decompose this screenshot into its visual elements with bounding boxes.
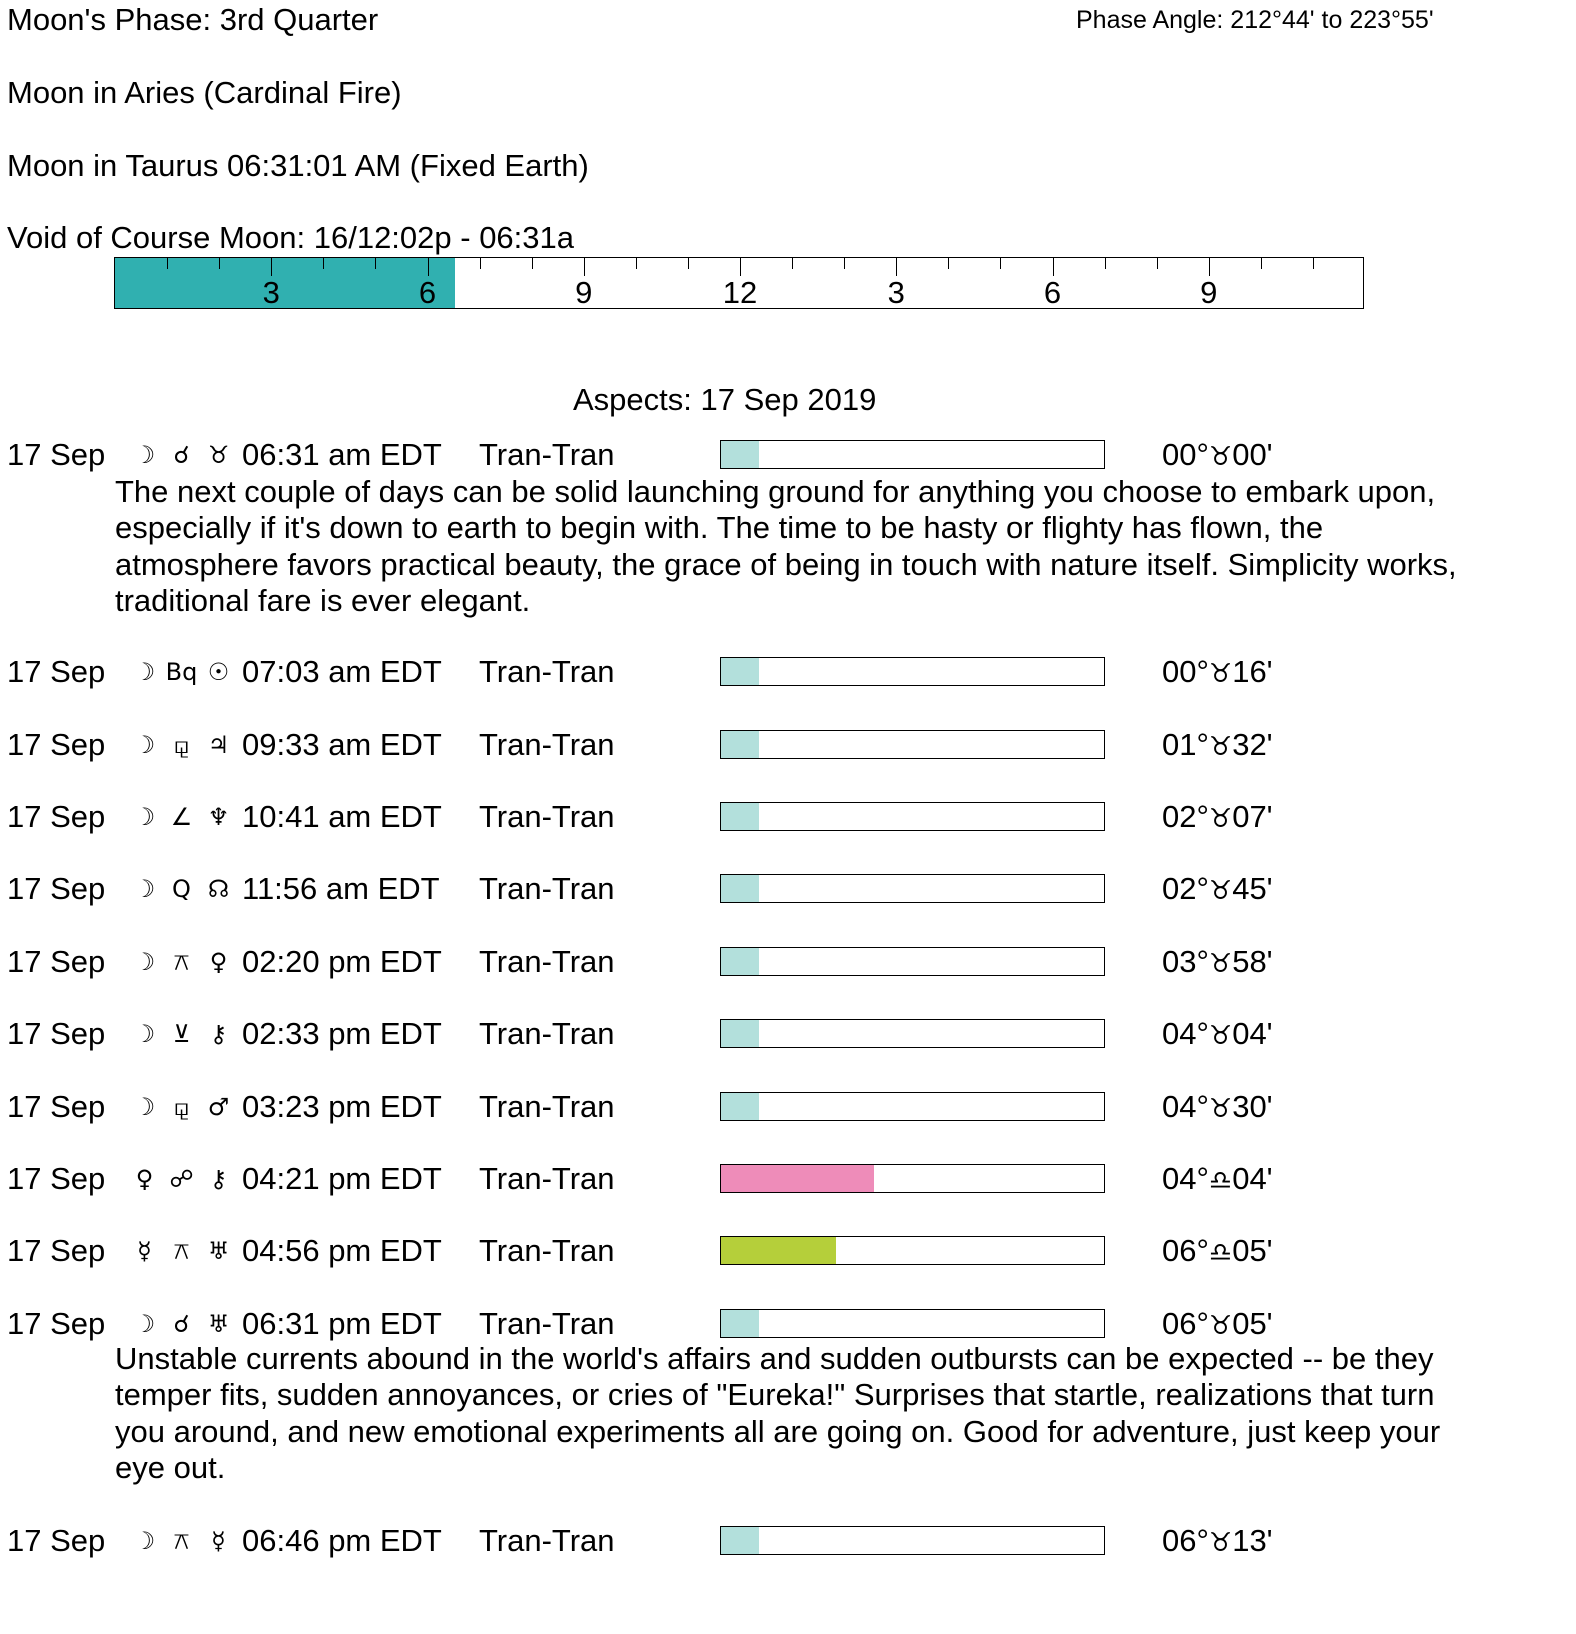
aspect-time: 06:46 pm EDT (242, 1523, 442, 1558)
position-minutes: 45' (1232, 871, 1273, 906)
position-degrees: 06° (1162, 1306, 1209, 1341)
aspect-type-icon: Bq (165, 658, 198, 686)
aspect-date: 17 Sep (7, 1016, 106, 1051)
aspect-strength-fill (721, 441, 759, 468)
aspect-strength-bar (720, 1236, 1105, 1265)
position-degrees: 01° (1162, 727, 1209, 762)
aspect-strength-bar (720, 657, 1105, 686)
aspect-position (1162, 944, 1273, 982)
moon-in-sign: Moon in Aries (Cardinal Fire) (7, 75, 402, 110)
aspect-date: 17 Sep (7, 1233, 106, 1268)
aspect-time: 03:23 pm EDT (242, 1089, 442, 1124)
planet-2-icon: ☊ (207, 875, 230, 903)
planet-2-icon: ♃ (207, 731, 230, 759)
zodiac-sign-icon: ♉ (1208, 949, 1233, 979)
aspect-time: 10:41 am EDT (242, 799, 442, 834)
aspect-date: 17 Sep (7, 799, 106, 834)
aspect-type-icon: ☌ (173, 1310, 190, 1338)
aspect-position (1162, 1523, 1273, 1561)
aspect-strength-bar (720, 1309, 1105, 1338)
minor-tick (688, 258, 689, 269)
aspect-strength-bar (720, 1019, 1105, 1048)
position-minutes: 58' (1232, 944, 1273, 979)
aspect-position (1162, 437, 1273, 475)
aspect-glyphs (126, 799, 237, 835)
position-degrees: 06° (1162, 1523, 1209, 1558)
aspect-strength-bar (720, 1164, 1105, 1193)
aspects-title: Aspects: 17 Sep 2019 (573, 382, 877, 417)
position-minutes: 04' (1232, 1016, 1273, 1051)
aspect-position (1162, 654, 1273, 692)
aspect-time: 07:03 am EDT (242, 654, 442, 689)
position-minutes: 00' (1232, 437, 1273, 472)
aspect-strength-fill (721, 1165, 874, 1192)
aspect-row (7, 1161, 1507, 1197)
position-degrees: 04° (1162, 1089, 1209, 1124)
aspect-glyphs (126, 1233, 237, 1269)
aspect-glyphs (126, 1523, 237, 1559)
aspect-strength-fill (721, 1093, 759, 1120)
planet-1-icon: ☽ (133, 658, 156, 686)
aspect-type-icon: ⚼ (173, 1093, 190, 1121)
aspect-kind: Tran-Tran (479, 871, 615, 906)
major-tick (271, 258, 272, 276)
aspect-kind: Tran-Tran (479, 1306, 615, 1341)
aspect-strength-fill (721, 1310, 759, 1337)
aspect-glyphs (126, 727, 237, 763)
aspect-glyphs (126, 1016, 237, 1052)
zodiac-sign-icon: ♉ (1208, 1094, 1233, 1124)
planet-2-icon: ☿ (211, 1527, 226, 1555)
aspect-glyphs (126, 437, 237, 473)
aspect-row (7, 871, 1507, 907)
tick-label: 9 (575, 275, 593, 310)
aspect-kind: Tran-Tran (479, 654, 615, 689)
aspect-type-icon: ⚻ (173, 1237, 190, 1265)
major-tick (584, 258, 585, 276)
planet-2-icon: ♆ (207, 803, 230, 831)
aspect-position (1162, 799, 1273, 837)
minor-tick (167, 258, 168, 269)
position-degrees: 06° (1162, 1233, 1209, 1268)
position-minutes: 30' (1232, 1089, 1273, 1124)
zodiac-sign-icon: ♉ (1208, 804, 1233, 834)
planet-1-icon: ☽ (133, 731, 156, 759)
minor-tick (844, 258, 845, 269)
aspect-position (1162, 871, 1273, 909)
aspect-time: 02:33 pm EDT (242, 1016, 442, 1051)
zodiac-sign-icon: ♉ (1208, 1311, 1233, 1341)
aspect-glyphs (126, 654, 237, 690)
aspect-glyphs (126, 1161, 237, 1197)
aspect-position (1162, 1161, 1273, 1199)
aspect-time: 11:56 am EDT (242, 871, 440, 906)
aspect-kind: Tran-Tran (479, 944, 615, 979)
aspect-strength-fill (721, 1020, 759, 1047)
planet-2-icon: ♀ (209, 948, 228, 976)
aspect-strength-fill (721, 803, 759, 830)
planet-1-icon: ♀ (135, 1165, 154, 1193)
minor-tick (1313, 258, 1314, 269)
major-tick (1053, 258, 1054, 276)
void-period-fill (115, 258, 455, 308)
position-degrees: 02° (1162, 871, 1209, 906)
aspect-kind: Tran-Tran (479, 437, 615, 472)
aspect-position (1162, 1233, 1273, 1271)
aspect-position (1162, 1016, 1273, 1054)
aspect-type-icon: Q (172, 875, 191, 903)
aspect-strength-fill (721, 1237, 836, 1264)
aspect-date: 17 Sep (7, 654, 106, 689)
aspect-row (7, 727, 1507, 763)
zodiac-sign-icon: ♉ (1208, 732, 1233, 762)
aspect-kind: Tran-Tran (479, 1233, 615, 1268)
aspect-description: Unstable currents abound in the world's affairs and sudden outbursts can be expected -- be they temper fits, sudden annoyances, or cries of "Eureka!" Surprises that startle, realizations that turn you around, and new emotional experiments all are going on. Good for adventure, just keep your eye out. (115, 1341, 1441, 1485)
aspect-time: 04:21 pm EDT (242, 1161, 442, 1196)
position-degrees: 00° (1162, 654, 1209, 689)
aspect-row (7, 437, 1507, 473)
aspect-strength-bar (720, 947, 1105, 976)
aspect-glyphs (126, 871, 237, 907)
aspect-row (7, 1233, 1507, 1269)
aspect-date: 17 Sep (7, 1306, 106, 1341)
aspect-time: 09:33 am EDT (242, 727, 442, 762)
tick-label: 12 (722, 275, 758, 310)
aspect-time: 06:31 pm EDT (242, 1306, 442, 1341)
position-minutes: 07' (1232, 799, 1273, 834)
aspect-strength-fill (721, 875, 759, 902)
minor-tick (1000, 258, 1001, 269)
minor-tick (1105, 258, 1106, 269)
aspect-strength-fill (721, 948, 759, 975)
zodiac-sign-icon: ♉ (1208, 876, 1233, 906)
planet-1-icon: ☽ (133, 1310, 156, 1338)
aspect-glyphs (126, 1089, 237, 1125)
aspect-strength-bar (720, 1526, 1105, 1555)
zodiac-sign-icon: ♎ (1208, 1238, 1233, 1268)
minor-tick (480, 258, 481, 269)
planet-2-icon: ♅ (207, 1237, 230, 1265)
aspect-strength-bar (720, 1092, 1105, 1121)
planet-1-icon: ☽ (133, 1020, 156, 1048)
planet-1-icon: ☽ (133, 1527, 156, 1555)
tick-label: 6 (418, 275, 437, 310)
planet-1-icon: ☿ (137, 1237, 152, 1265)
aspect-row (7, 654, 1507, 690)
aspect-strength-fill (721, 658, 759, 685)
minor-tick (1157, 258, 1158, 269)
aspect-type-icon: ⚻ (173, 948, 190, 976)
aspect-strength-bar (720, 802, 1105, 831)
planet-2-icon: ♉ (207, 441, 230, 469)
minor-tick (1261, 258, 1262, 269)
void-of-course-timeline (114, 257, 1364, 309)
tick-label: 9 (1200, 275, 1218, 310)
aspect-strength-bar (720, 730, 1105, 759)
planet-1-icon: ☽ (133, 1093, 156, 1121)
aspect-kind: Tran-Tran (479, 1089, 615, 1124)
moon-ingress: Moon in Taurus 06:31:01 AM (Fixed Earth) (7, 148, 589, 183)
minor-tick (792, 258, 793, 269)
position-minutes: 32' (1232, 727, 1273, 762)
planet-1-icon: ☽ (133, 441, 156, 469)
aspect-row (7, 1089, 1507, 1125)
position-degrees: 04° (1162, 1016, 1209, 1051)
aspect-time: 04:56 pm EDT (242, 1233, 442, 1268)
minor-tick (948, 258, 949, 269)
aspect-kind: Tran-Tran (479, 1016, 615, 1051)
aspect-strength-fill (721, 731, 759, 758)
aspect-date: 17 Sep (7, 1089, 106, 1124)
aspect-row (7, 799, 1507, 835)
planet-2-icon: ⚷ (209, 1020, 228, 1048)
aspect-kind: Tran-Tran (479, 799, 615, 834)
major-tick (740, 258, 741, 276)
aspect-position (1162, 1306, 1273, 1344)
aspect-date: 17 Sep (7, 437, 106, 472)
planet-2-icon: ♂ (207, 1093, 230, 1121)
tick-label: 6 (1043, 275, 1062, 310)
zodiac-sign-icon: ♉ (1208, 659, 1233, 689)
tick-label: 3 (887, 275, 905, 310)
phase-angle: Phase Angle: 212°44' to 223°55' (1076, 6, 1434, 34)
aspect-row (7, 1016, 1507, 1052)
planet-2-icon: ☉ (207, 658, 230, 686)
minor-tick (636, 258, 637, 269)
aspect-row (7, 944, 1507, 980)
aspect-kind: Tran-Tran (479, 1523, 615, 1558)
aspect-position (1162, 727, 1273, 765)
aspect-type-icon: ⚼ (173, 731, 190, 759)
aspect-kind: Tran-Tran (479, 727, 615, 762)
position-degrees: 03° (1162, 944, 1209, 979)
position-degrees: 00° (1162, 437, 1209, 472)
aspect-strength-bar (720, 440, 1105, 469)
aspect-kind: Tran-Tran (479, 1161, 615, 1196)
zodiac-sign-icon: ♉ (1208, 1021, 1233, 1051)
major-tick (428, 258, 429, 276)
zodiac-sign-icon: ♉ (1208, 1528, 1233, 1558)
aspect-glyphs (126, 1306, 237, 1342)
planet-2-icon: ♅ (207, 1310, 230, 1338)
position-minutes: 05' (1232, 1306, 1273, 1341)
aspect-position (1162, 1089, 1273, 1127)
aspect-row (7, 1523, 1507, 1559)
position-minutes: 13' (1232, 1523, 1273, 1558)
minor-tick (532, 258, 533, 269)
aspect-date: 17 Sep (7, 727, 106, 762)
moon-phase: Moon's Phase: 3rd Quarter (7, 2, 379, 37)
aspect-date: 17 Sep (7, 944, 106, 979)
planet-1-icon: ☽ (133, 803, 156, 831)
minor-tick (375, 258, 376, 269)
position-minutes: 04' (1232, 1161, 1273, 1196)
aspect-strength-bar (720, 874, 1105, 903)
minor-tick (323, 258, 324, 269)
major-tick (1209, 258, 1210, 276)
aspect-glyphs (126, 944, 237, 980)
aspect-type-icon: ⊻ (172, 1020, 191, 1048)
aspect-date: 17 Sep (7, 1161, 106, 1196)
planet-2-icon: ⚷ (209, 1165, 228, 1193)
position-minutes: 16' (1232, 654, 1273, 689)
void-of-course: Void of Course Moon: 16/12:02p - 06:31a (7, 220, 575, 255)
aspect-time: 06:31 am EDT (242, 437, 442, 472)
zodiac-sign-icon: ♉ (1208, 442, 1233, 472)
tick-label: 3 (262, 275, 280, 310)
planet-1-icon: ☽ (133, 948, 156, 976)
major-tick (896, 258, 897, 276)
position-degrees: 02° (1162, 799, 1209, 834)
aspect-type-icon: ☌ (173, 441, 190, 469)
aspect-strength-fill (721, 1527, 759, 1554)
aspect-type-icon: ∠ (170, 803, 193, 831)
aspect-date: 17 Sep (7, 871, 106, 906)
aspect-row (7, 1306, 1507, 1342)
aspect-type-icon: ☍ (169, 1165, 194, 1193)
aspect-date: 17 Sep (7, 1523, 106, 1558)
minor-tick (219, 258, 220, 269)
aspect-type-icon: ⚻ (173, 1527, 190, 1555)
aspect-time: 02:20 pm EDT (242, 944, 442, 979)
zodiac-sign-icon: ♎ (1208, 1166, 1233, 1196)
position-minutes: 05' (1232, 1233, 1273, 1268)
aspect-description: The next couple of days can be solid launching ground for anything you choose to embark upon, especially if it's down to earth to begin with. The time to be hasty or flighty has flown, the atmosphere favors practical beauty, the grace of being in touch with nature itself. Simplicity works, traditional fare is ever elegant. (115, 474, 1457, 618)
planet-1-icon: ☽ (133, 875, 156, 903)
position-degrees: 04° (1162, 1161, 1209, 1196)
